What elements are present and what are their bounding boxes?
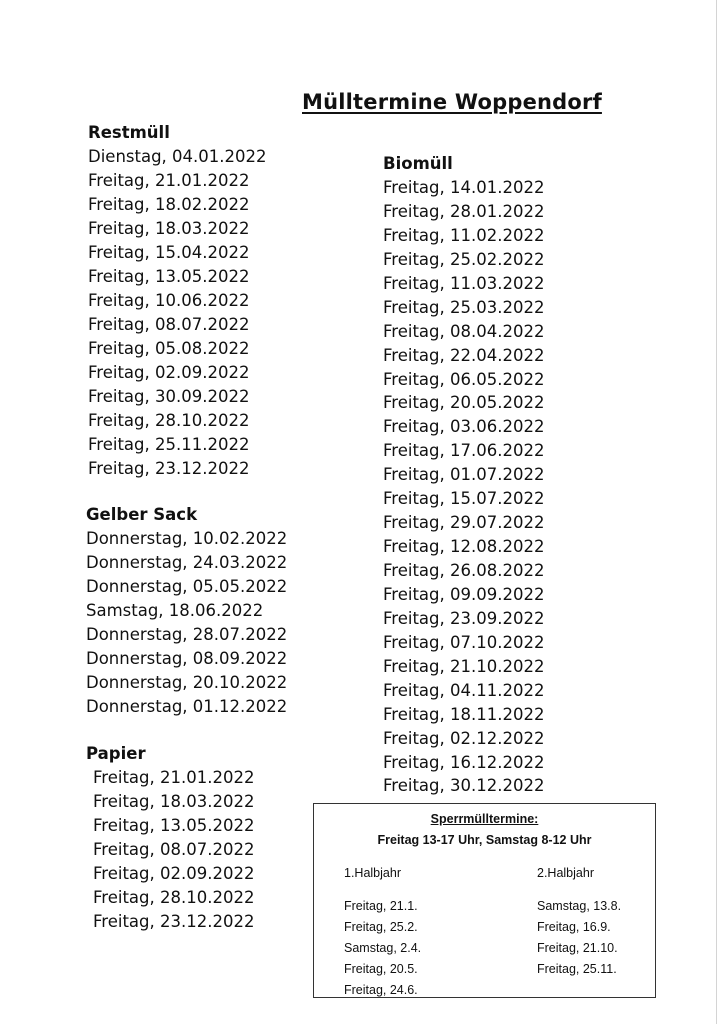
- gelber-sack-date: Donnerstag, 28.07.2022: [86, 625, 288, 644]
- second-half-heading: 2.Halbjahr: [537, 866, 594, 880]
- biomuell-date: Freitag, 20.05.2022: [383, 393, 545, 413]
- second-half-column: [537, 864, 621, 980]
- gelber-sack-date: Donnerstag, 08.09.2022: [86, 649, 288, 668]
- first-half-date-list: [344, 896, 421, 1001]
- biomuell-date: Freitag, 08.04.2022: [383, 321, 545, 341]
- gelber-sack-heading: Gelber Sack: [86, 505, 198, 524]
- biomuell-date: Freitag, 15.07.2022: [383, 489, 545, 509]
- gelber-sack-date: Donnerstag, 10.02.2022: [86, 529, 288, 548]
- second-half-date: Freitag, 16.9.: [537, 920, 611, 934]
- biomuell-date: Freitag, 01.07.2022: [383, 465, 545, 485]
- restmuell-date: Freitag, 25.11.2022: [88, 435, 250, 454]
- papier-date: Freitag, 23.12.2022: [93, 912, 255, 931]
- biomuell-date: Freitag, 21.10.2022: [383, 656, 545, 676]
- biomuell-date: Freitag, 29.07.2022: [383, 513, 545, 533]
- first-half-date: Freitag, 21.1.: [344, 899, 418, 913]
- papier-date: Freitag, 02.09.2022: [93, 864, 255, 883]
- restmuell-section: [88, 121, 267, 481]
- restmuell-date: Freitag, 05.08.2022: [88, 339, 250, 358]
- biomuell-date: Freitag, 06.05.2022: [383, 369, 545, 389]
- gelber-sack-section: [86, 503, 287, 719]
- restmuell-date: Freitag, 23.12.2022: [88, 459, 250, 478]
- biomuell-date: Freitag, 03.06.2022: [383, 417, 545, 437]
- first-half-column: [344, 864, 421, 1001]
- restmuell-date: Freitag, 28.10.2022: [88, 411, 250, 430]
- biomuell-section: [383, 152, 544, 798]
- biomuell-date: Freitag, 23.09.2022: [383, 608, 545, 628]
- first-half-date: Freitag, 24.6.: [344, 983, 418, 997]
- biomuell-date: Freitag, 30.12.2022: [383, 776, 545, 796]
- sperrmuell-hours: Freitag 13-17 Uhr, Samstag 8-12 Uhr: [377, 833, 592, 847]
- biomuell-date: Freitag, 26.08.2022: [383, 561, 545, 580]
- restmuell-date: Freitag, 02.09.2022: [88, 363, 250, 382]
- biomuell-date: Freitag, 28.01.2022: [383, 201, 545, 221]
- restmuell-date: Freitag, 18.03.2022: [88, 219, 250, 238]
- restmuell-date: Freitag, 18.02.2022: [88, 195, 250, 214]
- biomuell-date: Freitag, 11.02.2022: [383, 225, 545, 245]
- biomuell-date: Freitag, 04.11.2022: [383, 680, 545, 700]
- first-half-date: Freitag, 25.2.: [344, 920, 418, 934]
- restmuell-date: Freitag, 10.06.2022: [88, 291, 250, 310]
- first-half-date: Freitag, 20.5.: [344, 962, 418, 976]
- restmuell-date-list: [88, 145, 267, 481]
- biomuell-date-list: [383, 176, 544, 798]
- second-half-date: Freitag, 21.10.: [537, 941, 618, 955]
- biomuell-date: Freitag, 09.09.2022: [383, 584, 545, 604]
- biomuell-date: Freitag, 07.10.2022: [383, 632, 545, 652]
- second-half-date: Samstag, 13.8.: [537, 899, 622, 913]
- papier-date-list: [86, 766, 254, 934]
- sperrmuell-title: Sperrmülltermine:: [430, 812, 539, 826]
- restmuell-date: Freitag, 30.09.2022: [88, 387, 250, 406]
- second-half-date: Freitag, 25.11.: [537, 962, 617, 976]
- gelber-sack-date: Donnerstag, 20.10.2022: [86, 673, 288, 692]
- page-title: Mülltermine Woppendorf: [302, 90, 602, 114]
- restmuell-date: Dienstag, 04.01.2022: [88, 147, 267, 166]
- biomuell-date: Freitag, 25.03.2022: [383, 297, 545, 317]
- restmuell-date: Freitag, 15.04.2022: [88, 243, 250, 262]
- biomuell-date: Freitag, 17.06.2022: [383, 441, 545, 461]
- gelber-sack-date: Donnerstag, 01.12.2022: [86, 697, 288, 716]
- gelber-sack-date: Donnerstag, 24.03.2022: [86, 553, 288, 572]
- second-half-date-list: [537, 896, 621, 980]
- papier-date: Freitag, 28.10.2022: [93, 888, 255, 907]
- restmuell-date: Freitag, 21.01.2022: [88, 171, 250, 190]
- biomuell-date: Freitag, 22.04.2022: [383, 345, 545, 365]
- biomuell-date: Freitag, 11.03.2022: [383, 273, 545, 293]
- papier-date: Freitag, 13.05.2022: [93, 816, 255, 835]
- papier-section: [86, 742, 254, 934]
- biomuell-heading: Biomüll: [383, 154, 453, 173]
- papier-date: Freitag, 21.01.2022: [93, 768, 255, 787]
- gelber-sack-date-list: [86, 527, 287, 719]
- biomuell-date: Freitag, 12.08.2022: [383, 537, 545, 557]
- papier-date: Freitag, 08.07.2022: [93, 840, 255, 859]
- first-half-date: Samstag, 2.4.: [344, 941, 422, 955]
- biomuell-date: Freitag, 02.12.2022: [383, 728, 545, 748]
- sperrmuell-box: [313, 803, 656, 998]
- gelber-sack-date: Donnerstag, 05.05.2022: [86, 577, 288, 596]
- restmuell-date: Freitag, 13.05.2022: [88, 267, 250, 286]
- papier-heading: Papier: [86, 744, 146, 763]
- gelber-sack-date: Samstag, 18.06.2022: [86, 601, 264, 620]
- papier-date: Freitag, 18.03.2022: [93, 792, 255, 811]
- biomuell-date: Freitag, 14.01.2022: [383, 178, 545, 197]
- biomuell-date: Freitag, 16.12.2022: [383, 752, 545, 772]
- biomuell-date: Freitag, 18.11.2022: [383, 704, 545, 724]
- page-edge-line: [716, 0, 717, 1024]
- biomuell-date: Freitag, 25.02.2022: [383, 249, 545, 269]
- restmuell-date: Freitag, 08.07.2022: [88, 315, 250, 334]
- first-half-heading: 1.Halbjahr: [344, 866, 401, 880]
- restmuell-heading: Restmüll: [88, 123, 170, 142]
